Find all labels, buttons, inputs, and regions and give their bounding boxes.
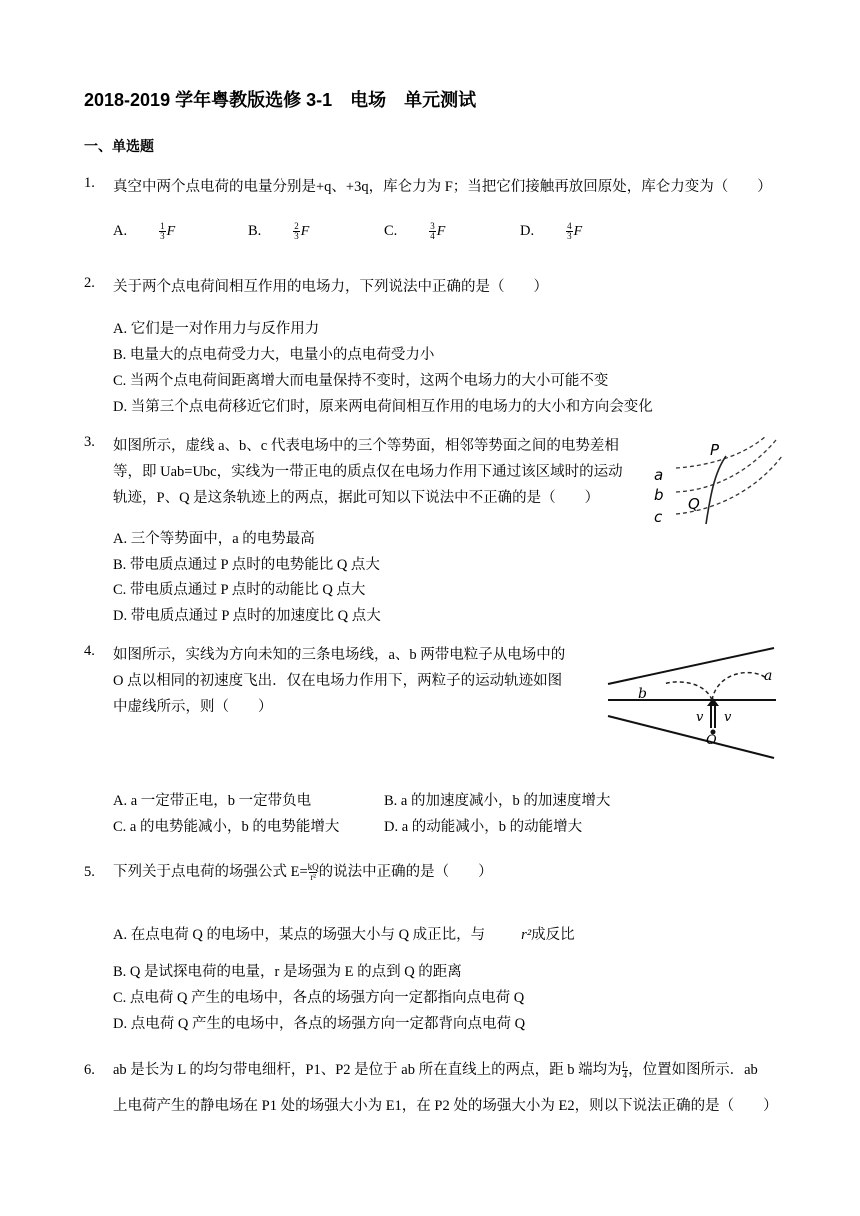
q1-option-numerator: 2 [294,221,299,231]
q6-line-1-post: ，位置如图所示．ab [628,1062,758,1078]
q2-option-c[interactable]: C. 当两个点电荷间距离增大而电量保持不变时，这两个电场力的大小可能不变 [113,373,609,389]
q1-option-variable: F [166,223,176,239]
q1-option-denominator: 4 [430,231,435,241]
q5-stem-pre: 下列关于点电荷的场强公式 E= [113,864,308,880]
q5-option-b[interactable]: B. Q 是试探电荷的电量，r 是场强为 E 的点到 Q 的距离 [113,964,462,980]
q1-option-fraction [159,222,166,241]
q3-fig-label-b: b [654,486,664,504]
q1-option-label: C. [384,222,398,239]
q1-stem: 真空中两个点电荷的电量分别是+q、+3q，库仑力为 F；当把它们接触再放回原处，库仑力变为（ ） [113,179,772,195]
q3-option-d[interactable]: D. 带电质点通过 P 点时的加速度比 Q 点大 [113,608,381,624]
section-heading: 一、单选题 [84,138,154,154]
q1-option-c[interactable] [384,222,445,241]
q4-option-a[interactable]: A. a 一定带正电，b 一定带负电 [113,793,312,809]
q3-line-2: 等，即 Uab=Ubc，实线为一带正电的质点仅在电场力作用下通过该区域时的运动 [113,464,623,480]
q4-fig-label-o: O [706,733,717,748]
q1-option-denominator: 3 [294,231,299,241]
q1-option-numerator: 3 [430,221,435,231]
q3-fig-label-p: P [710,441,720,459]
q2-option-a[interactable]: A. 它们是一对作用力与反作用力 [113,321,320,337]
q6-fraction-denominator: 4 [622,1070,628,1081]
q1-option-variable: F [436,223,446,239]
q4-option-b[interactable]: B. a 的加速度减小，b 的加速度增大 [384,793,611,809]
q5-formula-denominator: r² [310,872,317,883]
page-title: 2018-2019 学年粤教版选修 3-1 电场 单元测试 [84,90,477,110]
q4-line-3: 中虚线所示，则（ ） [113,699,273,715]
q4-line-2: O 点以相同的初速度飞出．仅在电场力作用下，两粒子的运动轨迹如图 [113,673,563,689]
q2-number: 2. [84,275,95,291]
q4-option-c[interactable]: C. a 的电势能减小，b 的电势能增大 [113,819,340,835]
q5-option-d[interactable]: D. 点电荷 Q 产生的电场中，各点的场强方向一定都背向点电荷 Q [113,1016,526,1032]
q6-number: 6. [84,1062,95,1078]
q1-option-fraction [293,222,300,241]
q4-fig-label-a: a [764,668,773,684]
q5-option-a-pre: A. 在点电荷 Q 的电场中，某点的场强大小与 Q 成正比，与 [113,927,486,943]
q3-option-c[interactable]: C. 带电质点通过 P 点时的动能比 Q 点大 [113,582,366,598]
q1-option-label: D. [520,222,535,239]
q1-option-fraction [429,222,436,241]
q1-number: 1. [84,175,95,191]
q4-fig-label-v-right: v [724,710,732,725]
q5-formula-numerator: kQ [307,862,319,873]
q1-option-numerator: 4 [567,221,572,231]
q5-formula-fraction [308,863,319,882]
q5-stem [113,860,493,882]
q5-option-c[interactable]: C. 点电荷 Q 产生的电场中，各点的场强方向一定都指向点电荷 Q [113,990,525,1006]
q1-option-label: B. [248,222,262,239]
q6-line-1-pre: ab 是长为 L 的均匀带电细杆，P1、P2 是位于 ab 所在直线上的两点，距 b 端均为 [113,1062,622,1078]
q5-option-a[interactable] [113,923,575,944]
q1-option-a[interactable] [113,222,175,241]
q3-option-a[interactable]: A. 三个等势面中，a 的电势最高 [113,531,315,547]
q1-option-d[interactable] [520,222,582,241]
q5-stem-post: 的说法中正确的是（ ） [318,864,493,880]
q3-line-1: 如图所示，虚线 a、b、c 代表电场中的三个等势面，相邻等势面之间的电势差相 [113,438,619,454]
q3-fig-label-c: c [654,508,663,526]
q2-stem: 关于两个点电荷间相互作用的电场力，下列说法中正确的是（ ） [113,279,548,295]
q2-option-d[interactable]: D. 当第三个点电荷移近它们时，原来两电荷间相互作用的电场力的大小和方向会变化 [113,399,653,415]
q3-equipotential-figure [648,428,786,528]
q4-option-d[interactable]: D. a 的动能减小，b 的动能增大 [384,819,583,835]
q3-option-b[interactable]: B. 带电质点通过 P 点时的电势能比 Q 点大 [113,557,380,573]
q4-field-lines-figure [604,640,780,764]
q3-fig-label-a: a [654,466,664,484]
q1-option-denominator: 3 [160,231,165,241]
q3-line-3: 轨迹，P、Q 是这条轨迹上的两点，据此可知以下说法中不正确的是（ ） [113,490,600,506]
q6-line-2: 上电荷产生的静电场在 P1 处的场强大小为 E1，在 P2 处的场强大小为 E2，则以下说法正确的是（ ） [113,1098,778,1114]
q1-option-label: A. [113,222,128,239]
q5-option-a-post: 成反比 [531,927,575,943]
q3-fig-label-q: Q [688,495,700,513]
q5-option-a-r-squared: r² [521,927,532,943]
q5-number: 5. [84,864,95,880]
q1-option-variable: F [573,223,583,239]
q6-fraction-numerator: L [622,1060,628,1071]
q1-option-denominator: 3 [567,231,572,241]
q3-number: 3. [84,434,95,450]
q4-fig-label-b: b [638,686,647,702]
q4-line-1: 如图所示，实线为方向未知的三条电场线，a、b 两带电粒子从电场中的 [113,647,566,663]
q1-option-b[interactable] [248,222,309,241]
q2-option-b[interactable]: B. 电量大的点电荷受力大，电量小的点电荷受力小 [113,347,435,363]
q4-number: 4. [84,643,95,659]
q1-option-variable: F [300,223,310,239]
q4-fig-label-v-left: v [696,710,704,725]
q1-option-fraction [566,222,573,241]
q6-line-1 [113,1058,758,1080]
q1-option-numerator: 1 [160,221,165,231]
